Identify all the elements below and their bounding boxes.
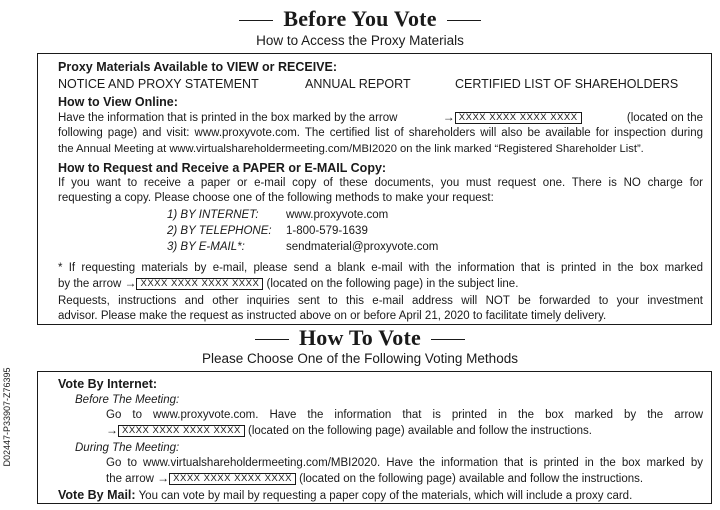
- arrow-icon: →: [442, 110, 455, 124]
- side-document-code: D02447-P33907-Z76395: [2, 367, 12, 467]
- method-label: 3) BY E-MAIL*:: [167, 241, 245, 253]
- during-meeting-text-end: (located on the following page) available and follow the instructions.: [299, 473, 644, 485]
- material-item: ANNUAL REPORT: [305, 77, 411, 91]
- title-rule-left: [255, 339, 289, 340]
- arrow-icon: →: [157, 471, 170, 485]
- email-note-text-end: (located on the following page) in the subject line.: [266, 278, 519, 290]
- material-item: CERTIFIED LIST OF SHAREHOLDERS: [455, 77, 679, 91]
- view-online-heading: How to View Online:: [58, 95, 178, 109]
- during-meeting-text: the arrow: [106, 473, 154, 485]
- title-rule-right: [431, 339, 465, 340]
- before-meeting-text: (located on the following page) available and follow the instructions.: [248, 425, 592, 437]
- control-number-box: XXXX XXXX XXXX XXXX: [455, 112, 582, 124]
- before-meeting-label: Before The Meeting:: [75, 394, 180, 406]
- view-online-line2: following page) and visit: www.proxyvote.com. The certified list of shareholders will also be available for inspection during: [58, 127, 703, 139]
- vote-mail-heading: Vote By Mail:: [58, 488, 136, 502]
- during-meeting-line2: [106, 471, 643, 486]
- view-online-line3: the Annual Meeting at www.virtualshareholdermeeting.com/MBI2020 on the link marked “Registered Shareholder List”.: [58, 143, 644, 155]
- vote-mail-text: You can vote by mail by requesting a paper copy of the materials, which will include a proxy card.: [138, 490, 633, 502]
- section1-title-text: Before You Vote: [283, 6, 437, 31]
- materials-heading: Proxy Materials Available to VIEW or RECEIVE:: [58, 60, 338, 74]
- request-line1: If you want to receive a paper or e-mail copy of these documents, you must request one. There is NO charge for: [58, 177, 703, 189]
- section2-title-text: How To Vote: [298, 325, 422, 350]
- during-meeting-label: During The Meeting:: [75, 442, 180, 454]
- inquiries-line2: advisor. Please make the request as instructed above on or before April 21, 2020 to facilitate timely delivery.: [58, 310, 607, 322]
- control-number-box: XXXX XXXX XXXX XXXX: [169, 473, 296, 485]
- request-line2: requesting a copy. Please choose one of the following methods to make your request:: [58, 192, 494, 204]
- vote-mail-line: [58, 488, 632, 503]
- view-online-text: Have the information that is printed in the box marked by the arrow: [58, 111, 398, 124]
- inquiries-line1: Requests, instructions and other inquiries sent to this e-mail address will NOT be forwarded to your investment: [58, 295, 703, 307]
- before-meeting-line1: Go to www.proxyvote.com. Have the information that is printed in the box marked by the arrow: [106, 409, 703, 421]
- email-note-line1: * If requesting materials by e-mail, please send a blank e-mail with the information that is printed in the box marked: [58, 262, 703, 274]
- section1-title: [0, 6, 720, 32]
- request-heading: How to Request and Receive a PAPER or E-MAIL Copy:: [58, 161, 387, 175]
- method-value: www.proxyvote.com: [286, 209, 389, 221]
- control-number-box: XXXX XXXX XXXX XXXX: [136, 278, 263, 290]
- method-value: sendmaterial@proxyvote.com: [286, 241, 439, 253]
- email-note-text: by the arrow: [58, 278, 122, 290]
- method-label: 1) BY INTERNET:: [167, 209, 259, 221]
- view-online-line1: [58, 110, 703, 125]
- view-online-text-end: (located on the: [626, 111, 703, 124]
- arrow-icon: →: [106, 423, 118, 437]
- method-label: 2) BY TELEPHONE:: [167, 225, 272, 237]
- title-rule-left: [239, 20, 273, 21]
- section1-subtitle: How to Access the Proxy Materials: [256, 33, 464, 48]
- before-meeting-line2: [106, 423, 592, 438]
- control-number-box: XXXX XXXX XXXX XXXX: [118, 425, 245, 437]
- section2-title: [0, 325, 720, 351]
- method-value: 1-800-579-1639: [286, 225, 368, 237]
- section2-subtitle: Please Choose One of the Following Voting Methods: [202, 351, 518, 366]
- vote-internet-heading: Vote By Internet:: [58, 377, 158, 391]
- during-meeting-line1: Go to www.virtualshareholdermeeting.com/MBI2020. Have the information that is printed in the box marked by: [106, 457, 703, 469]
- email-note-line2: [58, 276, 518, 291]
- arrow-icon: →: [124, 276, 137, 290]
- material-item: NOTICE AND PROXY STATEMENT: [58, 77, 259, 91]
- title-rule-right: [447, 20, 481, 21]
